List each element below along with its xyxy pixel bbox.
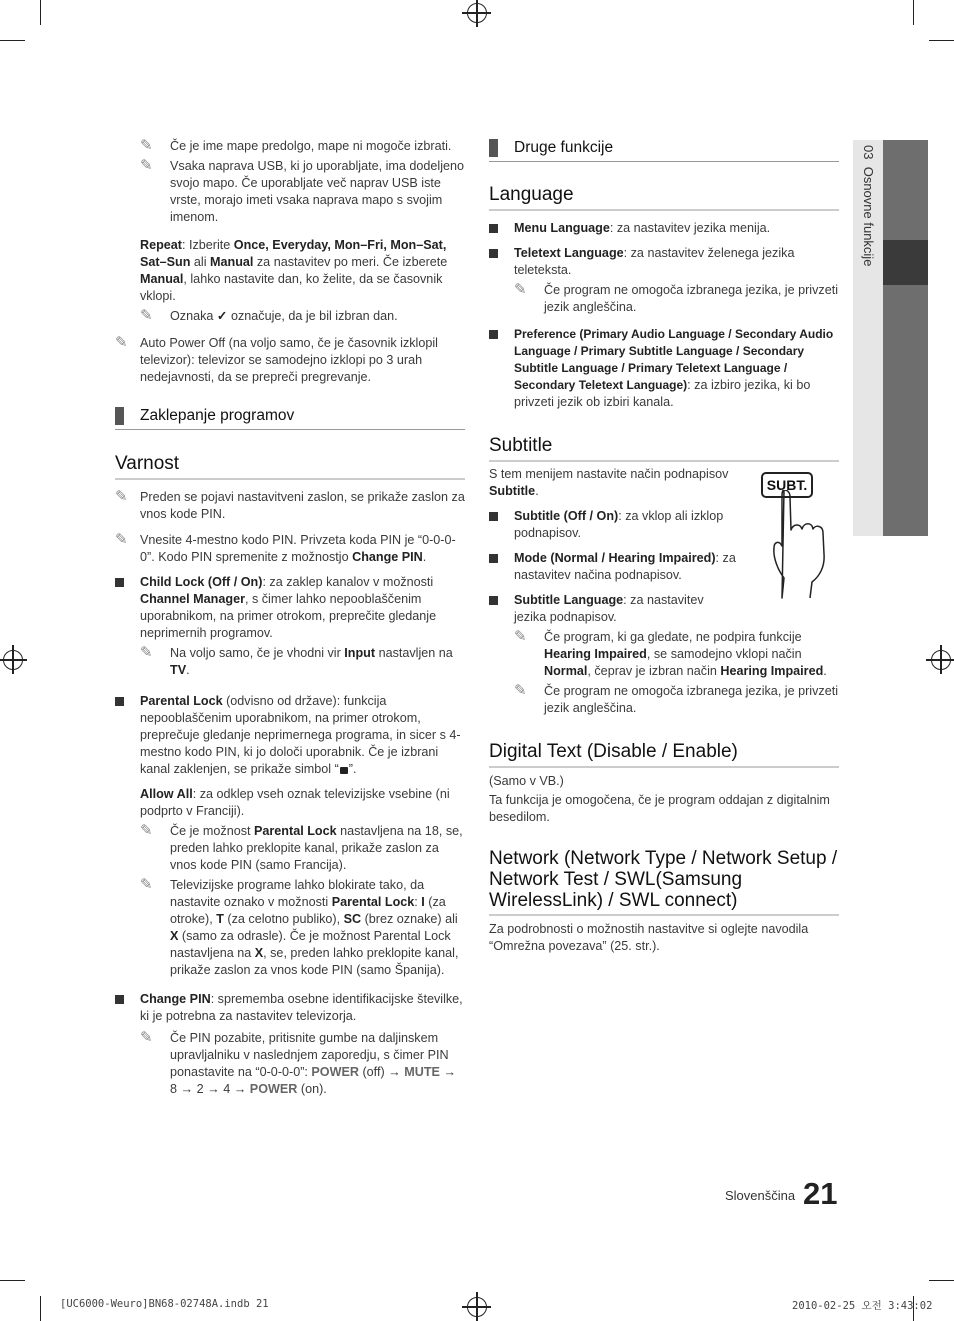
note: ✎ Če je možnost Parental Lock nastavljena na 18, se, preden lahko preklopite kanal, prikaže zaslon za vnos kode PIN (samo Francija). bbox=[140, 822, 463, 872]
note-pencil-icon: ✎ bbox=[115, 531, 128, 548]
side-tab-label bbox=[853, 145, 883, 315]
bullet-square-icon bbox=[489, 330, 498, 339]
bullet-square-icon bbox=[115, 995, 124, 1004]
note: ✎ Če program, ki ga gledate, ne podpira funkcije Hearing Impaired, se samodejno vklopi način Normal, čeprav je izbran način Hearing Impaired. bbox=[514, 628, 827, 678]
crop-mark bbox=[40, 0, 41, 25]
crop-mark bbox=[0, 40, 25, 41]
note-pencil-icon: ✎ bbox=[115, 334, 128, 351]
heading-network: Network (Network Type / Network Setup / Network Test / SWL(Samsung WirelessLink) / SWL connect) bbox=[489, 848, 839, 916]
padlock-icon bbox=[340, 767, 348, 774]
note-pencil-icon: ✎ bbox=[140, 644, 153, 661]
bullet-change-pin: Change PIN: sprememba osebne identifikacijske številke, ki je potrebna za nastavitev televizorja. bbox=[115, 991, 465, 1025]
note-pencil-icon: ✎ bbox=[514, 281, 527, 298]
note-pencil-icon: ✎ bbox=[140, 1029, 153, 1046]
bullet-menu-language: Menu Language: za nastavitev jezika menija. bbox=[489, 220, 839, 237]
page-number: 21 bbox=[803, 1176, 838, 1211]
bullet-subtitle-mode: Mode (Normal / Hearing Impaired): za nastavitev načina podnapisov. bbox=[489, 550, 739, 584]
heading-language: Language bbox=[489, 183, 839, 211]
registration-mark-icon bbox=[3, 650, 23, 670]
bullet-square-icon bbox=[489, 249, 498, 258]
bullet-parental-lock: Parental Lock (odvisno od države): funkcija nepooblaščenim uporabnikom, na primer otrokom, preprečuje gledanje neprimernega programa, in sicer s 4-mestno kodo PIN, ki jo določi uporabnik. Če je izbrani kanal zaklenjen, se prikaže simbol “ ”. bbox=[115, 693, 465, 778]
bullet-square-icon bbox=[115, 578, 124, 587]
bullet-preference: Preference (Primary Audio Language / Secondary Audio Language / Primary Subtitle Language / Secondary Subtitle Language / Primary Teletext Language / Secondary Teletext Language): za izbiro jezika, ki bo privzeti jezik ob izbiri kanala. bbox=[489, 326, 839, 411]
section-header-lock: Zaklepanje programov bbox=[115, 406, 465, 430]
bullet-square-icon bbox=[115, 697, 124, 706]
note-pencil-icon: ✎ bbox=[115, 488, 128, 505]
chapter-title: Osnovne funkcije bbox=[861, 166, 876, 267]
footer-language: Slovenščina bbox=[725, 1188, 796, 1203]
heading-varnost: Varnost bbox=[115, 452, 465, 480]
note-pencil-icon: ✎ bbox=[140, 307, 153, 324]
note: ✎ Če PIN pozabite, pritisnite gumbe na daljinskem upravljalniku v naslednjem zaporedju, s čimer PIN ponastavite na “0-0-0-0”: POWER (off) → MUTE → 8 → 2 → 4 → POWER (on). bbox=[140, 1029, 457, 1096]
registration-mark-icon bbox=[467, 1297, 487, 1317]
note-pencil-icon: ✎ bbox=[140, 876, 153, 893]
crop-mark bbox=[40, 1296, 41, 1321]
crop-mark bbox=[929, 40, 954, 41]
note: ✎ Če program ne omogoča izbranega jezika, je privzeti jezik angleščina. bbox=[514, 682, 839, 715]
crop-mark bbox=[913, 0, 914, 25]
note: ✎ Auto Power Off (na voljo samo, če je časovnik izklopil televizor): televizor se samodejno izklopi po 3 urah nedejavnosti, da se prepreči pregrevanje. bbox=[115, 334, 438, 384]
side-tab-marker bbox=[883, 240, 928, 285]
note: ✎ Preden se pojavi nastavitveni zaslon, se prikaže zaslon za vnos kode PIN. bbox=[115, 488, 465, 521]
heading-digital-text: Digital Text (Disable / Enable) bbox=[489, 740, 839, 768]
note: ✎ Vsaka naprava USB, ki jo uporabljate, ima dodeljeno svojo mapo. Če uporabljate več naprav USB iste vrste, morajo imeti vsaka naprava mapo s svojim imenom. bbox=[140, 157, 465, 224]
side-tab-dark bbox=[883, 140, 928, 536]
section-marker bbox=[115, 407, 124, 425]
section-header-other: Druge funkcije bbox=[489, 138, 839, 162]
note: ✎ Če je ime mape predolgo, mape ni mogoče izbrati. bbox=[140, 137, 452, 154]
note-pencil-icon: ✎ bbox=[140, 137, 153, 154]
repeat-paragraph: Repeat: Izberite Once, Everyday, Mon–Fri, Mon–Sat, Sat–Sun ali Manual za nastavitev po meri. Če izberete Manual, lahko nastavite dan, ko želite, da se časovnik vklopi. bbox=[140, 238, 448, 303]
left-column bbox=[115, 138, 465, 1101]
bullet-square-icon bbox=[489, 596, 498, 605]
subtitle-intro: S tem menijem nastavite način podnapisov Subtitle. bbox=[489, 467, 729, 498]
note: ✎ Če program ne omogoča izbranega jezika, je privzeti jezik angleščina. bbox=[514, 281, 839, 314]
note-pencil-icon: ✎ bbox=[140, 822, 153, 839]
crop-mark bbox=[929, 1280, 954, 1281]
digital-paragraph: Ta funkcija je omogočena, če je program oddajan z digitalnim besedilom. bbox=[489, 793, 830, 824]
note-pencil-icon: ✎ bbox=[140, 157, 153, 174]
section-marker bbox=[489, 139, 498, 157]
note: ✎ Vnesite 4-mestno kodo PIN. Privzeta koda PIN je “0-0-0-0”. Kodo PIN spremenite z možnostjo Change PIN. bbox=[115, 531, 456, 564]
bullet-subtitle-language: Subtitle Language: za nastavitev jezika podnapisov. bbox=[489, 592, 739, 626]
note: ✎ Na voljo samo, če je vhodni vir Input nastavljen na TV. bbox=[140, 644, 453, 677]
bullet-child-lock: Child Lock (Off / On): za zaklep kanalov v možnosti Channel Manager, s čimer lahko nepooblaščenim uporabnikom, na primer otrokom, preprečite gledanje neprimernih programov. bbox=[115, 574, 465, 642]
print-slug-left: [UC6000-Weuro]BN68-02748A.indb 21 bbox=[60, 1298, 269, 1310]
network-paragraph: Za podrobnosti o možnostih nastavitve si oglejte navodila “Omrežna povezava” (25. str.). bbox=[489, 922, 809, 953]
registration-mark-icon bbox=[931, 650, 951, 670]
digital-note: (Samo v VB.) bbox=[489, 774, 564, 788]
bullet-square-icon bbox=[489, 554, 498, 563]
crop-mark bbox=[0, 1280, 25, 1281]
registration-mark-icon bbox=[467, 3, 487, 23]
note-pencil-icon: ✎ bbox=[514, 628, 527, 645]
bullet-square-icon bbox=[489, 512, 498, 521]
note: ✎ Oznaka ✓ označuje, da je bil izbran dan. bbox=[140, 307, 398, 324]
note: ✎ Televizijske programe lahko blokirate tako, da nastavite oznako v možnosti Parental Lock: I (za otroke), T (za celotno publiko), SC (brez oznake) ali X (samo za odrasle). Če je možnost Parental Lock nastavljena na X, se, preden lahko preklopite kanal, prikaže zaslon za vnos kode PIN (samo Španija). bbox=[140, 876, 459, 977]
pointing-hand-icon bbox=[770, 490, 840, 600]
print-slug-right: 2010-02-25 오전 3:43:02 bbox=[792, 1300, 933, 1312]
note-pencil-icon: ✎ bbox=[514, 682, 527, 699]
bullet-teletext-language: Teletext Language: za nastavitev želenega jezika teleteksta. bbox=[489, 245, 839, 279]
bullet-subtitle-onoff: Subtitle (Off / On): za vklop ali izklop podnapisov. bbox=[489, 508, 739, 542]
checkmark-icon: ✓ bbox=[216, 309, 228, 323]
subt-button-icon: SUBT. bbox=[761, 472, 813, 498]
allow-all-paragraph: Allow All: za odklep vseh oznak televizijske vsebine (ni podprto v Franciji). bbox=[140, 787, 450, 818]
bullet-square-icon bbox=[489, 224, 498, 233]
heading-subtitle: Subtitle bbox=[489, 434, 839, 462]
chapter-number: 03 bbox=[861, 145, 876, 160]
